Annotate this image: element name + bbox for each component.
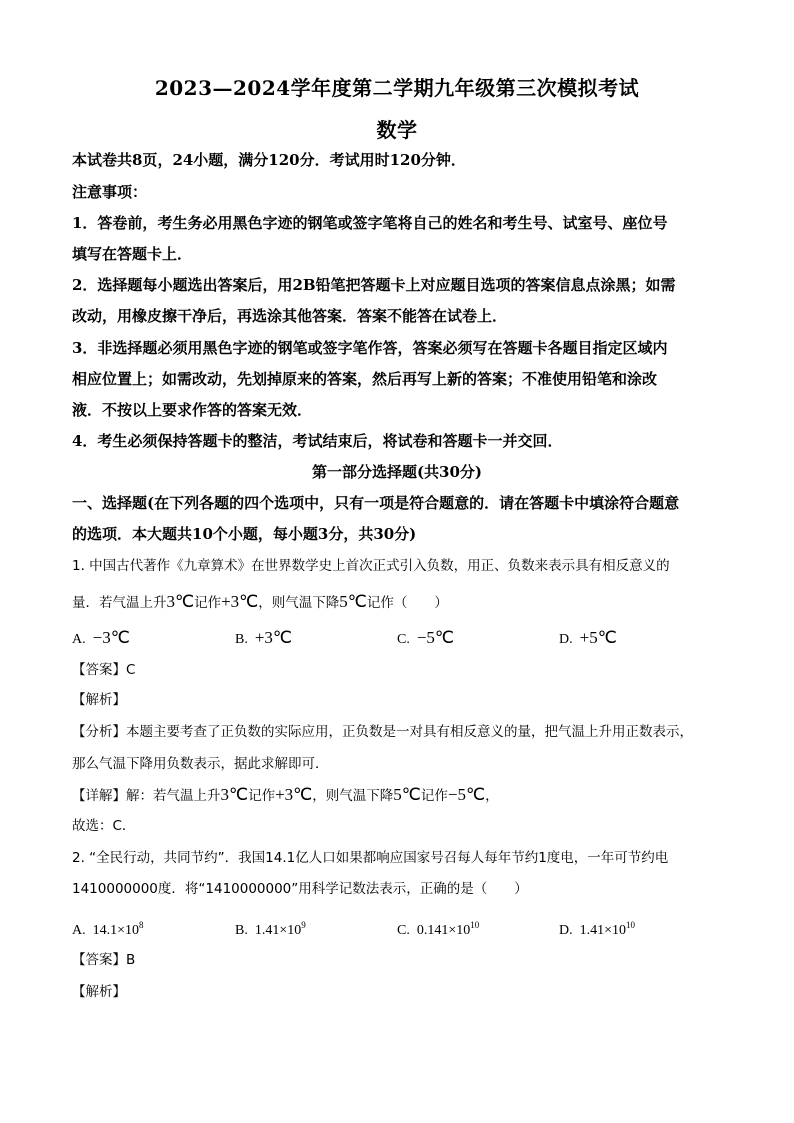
q2-stem-line1: 2. “全民行动，共同节约”．我国14.1亿人口如果都响应国家号召每人每年节约1度电，一年可节约电: [72, 850, 669, 866]
exam-subject: 数学: [376, 118, 418, 142]
exam-title: 2023—2024学年度第二学期九年级第三次模拟考试: [154, 76, 640, 100]
q2-answer: 【答案】B: [72, 952, 136, 968]
q1-detail: 【详解】解：若气温上升3℃记作+3℃，则气温下降5℃记作−5℃，: [72, 785, 499, 804]
q1-analysis-line2: 那么气温下降用负数表示，据此求解即可．: [72, 756, 329, 772]
notice-line: 相应位置上；如需改动，先划掉原来的答案，然后再写上新的答案；不准使用铅笔和涂改: [72, 370, 658, 388]
q1-answer: 【答案】C: [72, 662, 136, 678]
q1-option-d: D. +5℃: [559, 628, 617, 647]
q1-stem-line1: 1. 中国古代著作《九章算术》在世界数学史上首次正式引入负数，用正、负数来表示具有相反意义的: [72, 558, 670, 574]
q2-analysis-label: 【解析】: [72, 984, 126, 1000]
q1-option-c: C. −5℃: [397, 628, 455, 647]
notice-heading: 注意事项：: [72, 183, 148, 201]
q1-stem-line2: 量．若气温上升3℃记作+3℃，则气温下降5℃记作（ ）: [72, 592, 448, 611]
q2-option-b: B. $1.41\times 10^9$: [235, 920, 306, 938]
notice-line: 改动，用橡皮擦干净后，再选涂其他答案．答案不能答在试卷上．: [72, 307, 508, 325]
q1-option-a: A. −3℃: [72, 628, 130, 647]
notice-line: 液．不按以上要求作答的答案无效．: [72, 401, 313, 419]
notice-line: 3．非选择题必须用黑色字迹的钢笔或签字笔作答，答案必须写在答题卡各题目指定区域内: [72, 339, 668, 357]
q2-option-a: A. $14.1\times 10^8$: [72, 920, 144, 938]
q1-analysis-label: 【解析】: [72, 692, 126, 708]
notice-line: 2．选择题每小题选出答案后，用2B铅笔把答题卡上对应题目选项的答案信息点涂黑；如需: [72, 276, 676, 294]
part1-heading: 第一部分选择题(共30分): [311, 463, 483, 481]
exam-summary: 本试卷共8页，24小题，满分120分．考试用时120分钟．: [72, 151, 466, 169]
section-instruction: 的选项．本大题共10个小题，每小题3分，共30分): [72, 525, 417, 543]
q1-analysis-line1: 【分析】本题主要考查了正负数的实际应用，正负数是一对具有相反意义的量，把气温上升用正数表示，: [72, 724, 693, 740]
q2-option-d: D. $1.41\times 10^{10}$: [559, 920, 636, 938]
notice-line: 4．考生必须保持答题卡的整洁，考试结束后，将试卷和答题卡一并交回．: [72, 432, 563, 450]
q2-option-c: C. $0.141\times 10^{10}$: [397, 920, 480, 938]
notice-line: 1．答卷前，考生务必用黑色字迹的钢笔或签字笔将自己的姓名和考生号、试室号、座位号: [72, 214, 668, 232]
notice-line: 填写在答题卡上．: [72, 245, 193, 263]
q1-option-b: B. +3℃: [235, 628, 293, 647]
section-instruction: 一、选择题(在下列各题的四个选项中，只有一项是符合题意的．请在答题卡中填涂符合题意: [72, 494, 680, 512]
q2-stem-line2: 1410000000度．将“1410000000”用科学记数法表示，正确的是（ ）: [72, 881, 528, 897]
q1-choice: 故选：C．: [72, 818, 136, 834]
